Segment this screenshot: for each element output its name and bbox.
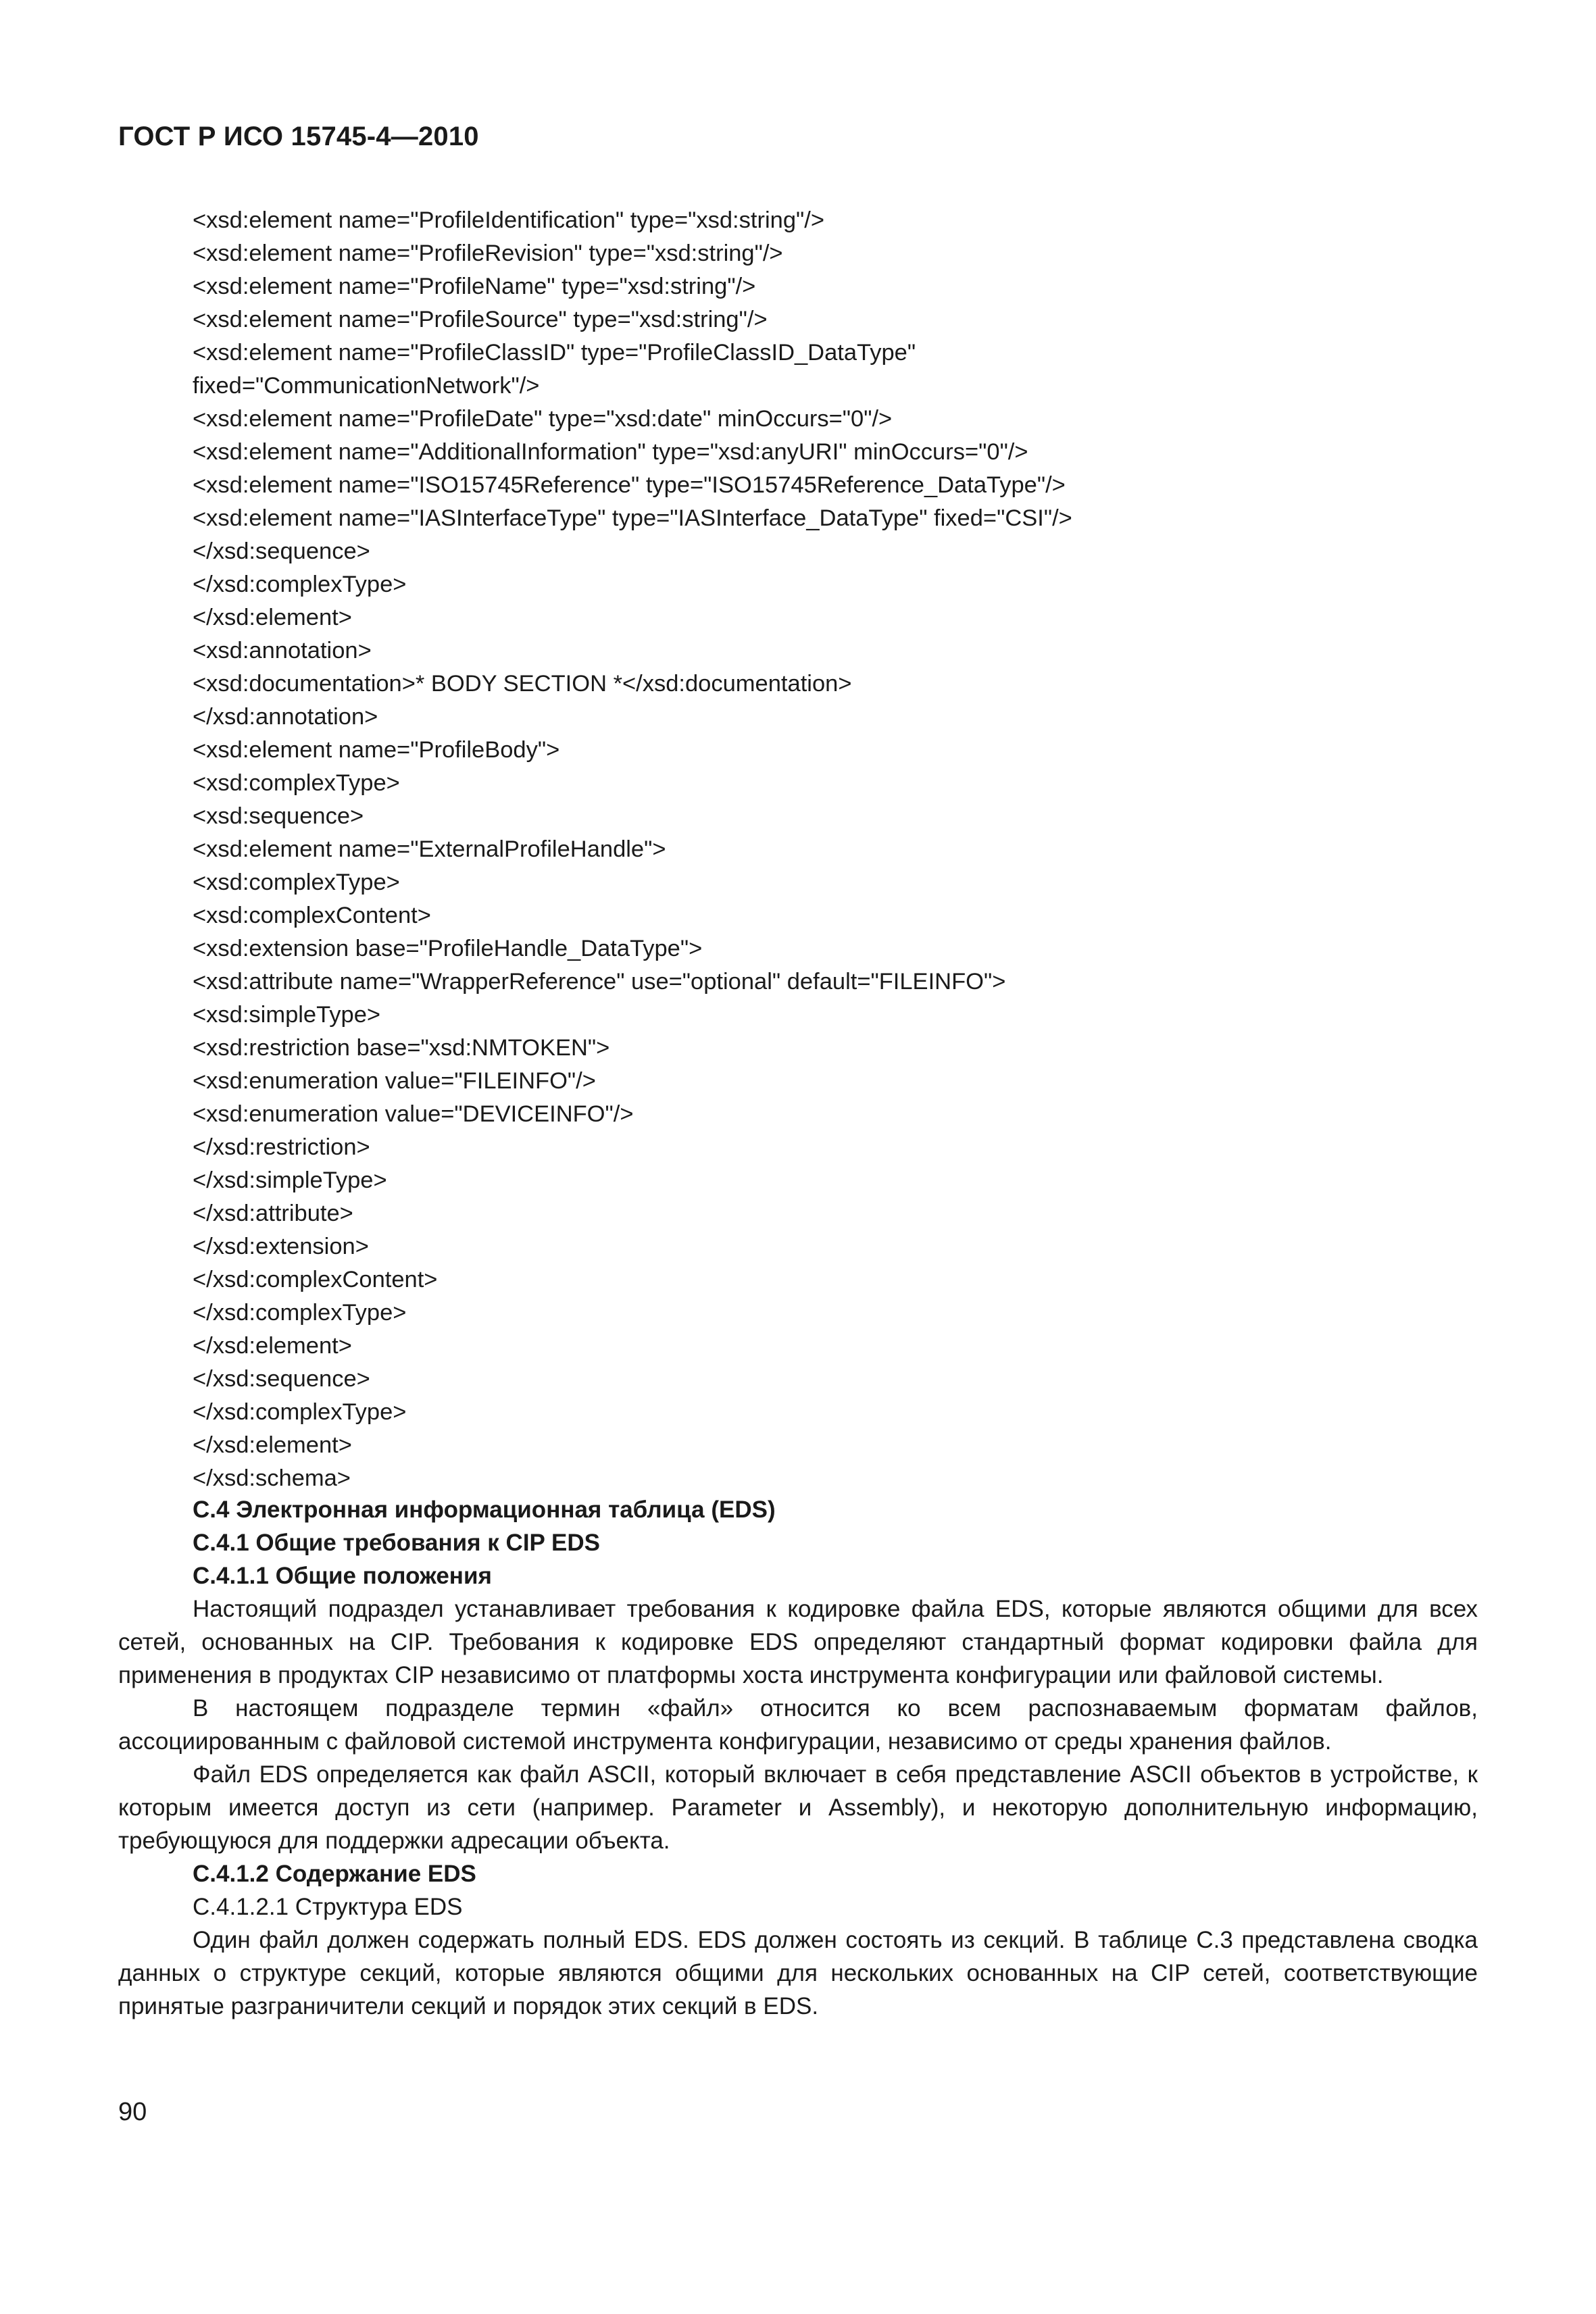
code-line: <xsd:element name="ProfileName" type="xsd:string"/> <box>193 274 756 299</box>
code-line: <xsd:element name="IASInterfaceType" type="IASInterface_DataType" fixed="CSI"/> <box>193 505 1072 531</box>
code-line: <xsd:element name="ProfileSource" type="xsd:string"/> <box>193 307 768 332</box>
code-line: </xsd:element> <box>193 1333 352 1359</box>
code-line: fixed="CommunicationNetwork"/> <box>193 373 540 399</box>
section-heading-c4121: С.4.1.2.1 Структура EDS <box>193 1894 463 1920</box>
section-heading-c412: С.4.1.2 Содержание EDS <box>193 1861 476 1887</box>
code-line: <xsd:simpleType> <box>193 1002 381 1028</box>
code-line: <xsd:sequence> <box>193 803 364 829</box>
section-heading-c411: С.4.1.1 Общие положения <box>193 1563 492 1589</box>
code-line: </xsd:complexType> <box>193 572 407 597</box>
code-line: <xsd:attribute name="WrapperReference" use="optional" default="FILEINFO"> <box>193 969 1006 995</box>
code-line: <xsd:element name="ProfileIdentification" type="xsd:string"/> <box>193 207 824 233</box>
paragraph-1: Настоящий подраздел устанавливает требования к кодировке файла EDS, которые являются общими для всех сетей, основанных на CIP. Требования к кодировке EDS определяют стандартный формат кодировки файла для применения в продуктах CIP независимо от платформы хоста инструмента конфигурации или файловой системы. <box>118 1596 1478 1688</box>
code-line: <xsd:restriction base="xsd:NMTOKEN"> <box>193 1035 610 1061</box>
code-line: <xsd:element name="ExternalProfileHandle"> <box>193 836 666 862</box>
code-line: <xsd:element name="ProfileBody"> <box>193 737 560 763</box>
code-line: <xsd:element name="AdditionalInformation" type="xsd:anyURI" minOccurs="0"/> <box>193 439 1028 465</box>
section-heading-c41: С.4.1 Общие требования к CIP EDS <box>193 1530 600 1556</box>
code-line: <xsd:element name="ProfileDate" type="xsd:date" minOccurs="0"/> <box>193 406 893 432</box>
code-line: <xsd:enumeration value="DEVICEINFO"/> <box>193 1101 634 1127</box>
xsd-code-block <box>193 204 1476 1495</box>
code-line: <xsd:complexContent> <box>193 903 431 928</box>
code-line: </xsd:extension> <box>193 1234 369 1259</box>
code-line: </xsd:element> <box>193 605 352 630</box>
code-line: </xsd:complexType> <box>193 1399 407 1425</box>
code-line: <xsd:extension base="ProfileHandle_DataType"> <box>193 936 703 961</box>
code-line: </xsd:restriction> <box>193 1134 370 1160</box>
code-line: </xsd:sequence> <box>193 1366 370 1392</box>
code-line: <xsd:element name="ProfileRevision" type="xsd:string"/> <box>193 241 783 266</box>
code-line: </xsd:sequence> <box>193 538 370 564</box>
code-line: <xsd:complexType> <box>193 870 400 895</box>
code-line: <xsd:element name="ProfileClassID" type="ProfileClassID_DataType" <box>193 340 916 366</box>
code-line: </xsd:simpleType> <box>193 1167 387 1193</box>
paragraph-3: Файл EDS определяется как файл ASCII, который включает в себя представление ASCII объектов в устройстве, к которым имеется доступ из сети (например. Parameter и Assembly), и некоторую дополнительную информацию, требующуюся для поддержки адресации объекта. <box>118 1761 1478 1854</box>
paragraph-4: Один файл должен содержать полный EDS. EDS должен состоять из секций. В таблице С.3 представлена сводка данных о структуре секций, которые являются общими для нескольких основанных на CIP сетей, соответствующие принятые разграничители секций и порядок этих секций в EDS. <box>118 1927 1478 2019</box>
code-line: </xsd:element> <box>193 1432 352 1458</box>
code-line: </xsd:complexContent> <box>193 1267 438 1292</box>
code-line: </xsd:annotation> <box>193 704 378 730</box>
code-line: <xsd:annotation> <box>193 638 372 663</box>
paragraph-2: В настоящем подразделе термин «файл» относится ко всем распознаваемым форматам файлов, ассоциированным с файловой системой инструмента конфигурации, независимо от среды хранения файлов. <box>118 1695 1478 1755</box>
code-line: </xsd:attribute> <box>193 1201 353 1226</box>
code-line: </xsd:complexType> <box>193 1300 407 1326</box>
code-line: <xsd:complexType> <box>193 770 400 796</box>
code-line: <xsd:element name="ISO15745Reference" type="ISO15745Reference_DataType"/> <box>193 472 1066 498</box>
section-c4 <box>118 1493 1478 2023</box>
code-line: </xsd:schema> <box>193 1465 351 1491</box>
section-heading-c4: С.4 Электронная информационная таблица (EDS) <box>193 1496 776 1523</box>
code-line: <xsd:documentation>* BODY SECTION *</xsd:documentation> <box>193 671 852 697</box>
document-header: ГОСТ Р ИСО 15745-4—2010 <box>118 122 479 151</box>
page-number: 90 <box>118 2098 147 2126</box>
code-line: <xsd:enumeration value="FILEINFO"/> <box>193 1068 596 1094</box>
